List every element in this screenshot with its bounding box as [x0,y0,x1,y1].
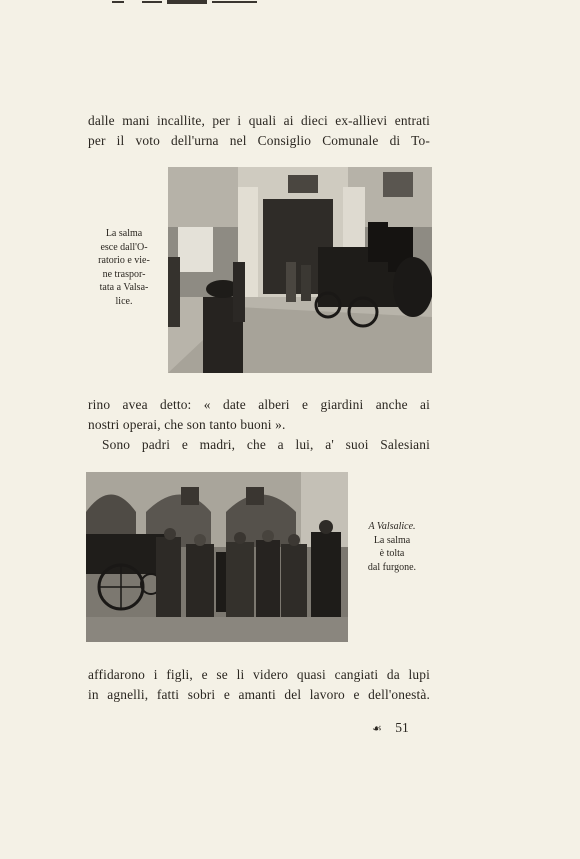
bottom-photo-caption [357,520,427,574]
text-line-6: affidarono i figli, e se li videro quasi cangiati da lupi [88,667,430,682]
bottom-caption-line-1: A Valsalice. [368,521,416,532]
page-footer [372,720,409,736]
bottom-caption-line-2: La salma [373,534,411,546]
text-line-3: rino avea detto: « date alberi e giardini anche ai [88,397,430,412]
text-line-7: in agnelli, fatti sobri e amanti del lavoro e dell'onestà. [88,687,430,702]
top-caption-line-5: tata a Valsa- [99,282,149,293]
top-caption-line-6: lice. [115,295,133,307]
text-line-1: dalle mani incallite, per i quali ai dieci ex-allievi entrati [88,113,430,128]
text-line-5: Sono padri e madri, che a lui, a' suoi Salesiani [102,437,430,452]
bottom-caption-line-3: è tolta [379,548,405,559]
top-caption-line-2: esce dall'O- [100,241,148,253]
top-photo-caption [88,227,160,308]
page-number: 51 [395,720,409,735]
valsalice-courtyard-photo [86,472,348,642]
fleuron-icon: ☙ [372,723,382,735]
bottom-caption-line-4: dal furgone. [367,561,417,573]
text-line-2: per il voto dell'urna nel Consiglio Comunale di To- [88,133,430,148]
top-caption-line-3: ratorio e vie- [98,255,150,266]
funeral-procession-photo [168,167,432,373]
top-ornament [112,0,257,5]
text-line-4: nostri operai, che son tanto buoni ». [88,417,286,432]
top-caption-line-1: La salma [105,228,143,239]
top-caption-line-4: ne traspor- [102,268,146,280]
